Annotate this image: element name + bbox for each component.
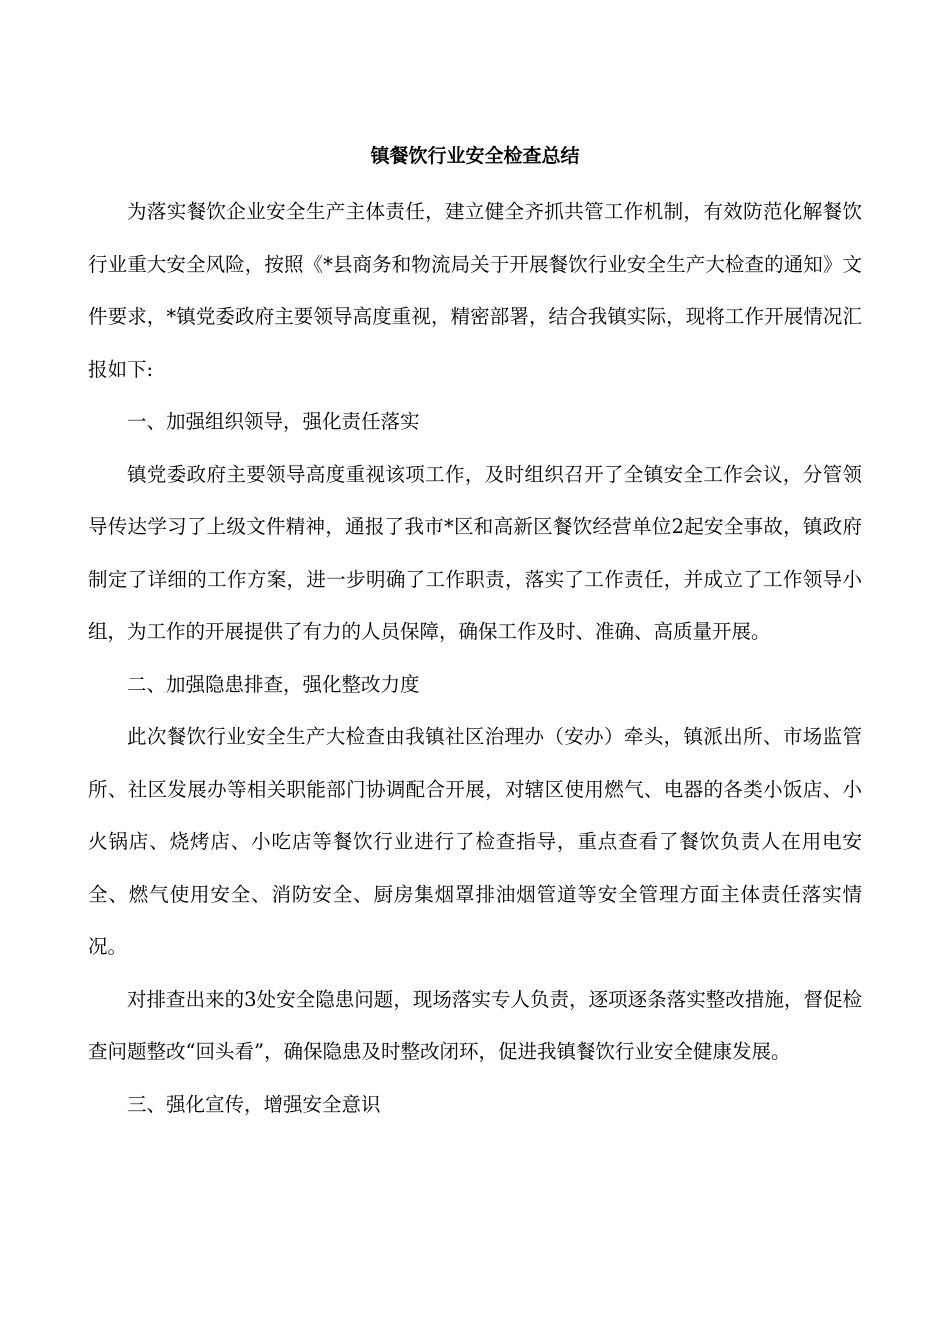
section-2-paragraph-1: 此次餐饮行业安全生产大检查由我镇社区治理办（安办）牵头，镇派出所、市场监管所、社区发展办等相关职能部门协调配合开展，对辖区使用燃气、电器的各类小饭店、小火锅店、烧烤店、小吃店等餐饮行业进行了检查指导，重点查看了餐饮负责人在用电安全、燃气使用安全、消防安全、厨房集烟罩排油烟管道等安全管理方面主体责任落实情况。 — [88, 725, 862, 958]
section-2-heading: 二、加强隐患排查，强化整改力度 — [127, 672, 420, 696]
section-2-paragraph-2: 对排查出来的3处安全隐患问题，现场落实专人负责，逐项逐条落实整改措施，督促检查问题整改“回头看”，确保隐患及时整改闭环，促进我镇餐饮行业安全健康发展。 — [88, 987, 862, 1063]
intro-paragraph: 为落实餐饮企业安全生产主体责任，建立健全齐抓共管工作机制，有效防范化解餐饮行业重大安全风险，按照《*县商务和物流局关于开展餐饮行业安全生产大检查的通知》文件要求，*镇党委政府主要领导高度重视，精密部署，结合我镇实际，现将工作开展情况汇报如下: — [88, 200, 862, 381]
section-1-paragraph-1: 镇党委政府主要领导高度重视该项工作，及时组织召开了全镇安全工作会议，分管领导传达学习了上级文件精神，通报了我市*区和高新区餐饮经营单位2起安全事故，镇政府制定了详细的工作方案，进一步明确了工作职责，落实了工作责任，并成立了工作领导小组，为工作的开展提供了有力的人员保障，确保工作及时、准确、高质量开展。 — [88, 462, 862, 643]
section-1-heading: 一、加强组织领导，强化责任落实 — [127, 410, 420, 433]
document-title: 镇餐饮行业安全检查总结 — [370, 145, 580, 167]
section-3-heading: 三、强化宣传，增强安全意识 — [127, 1092, 381, 1116]
